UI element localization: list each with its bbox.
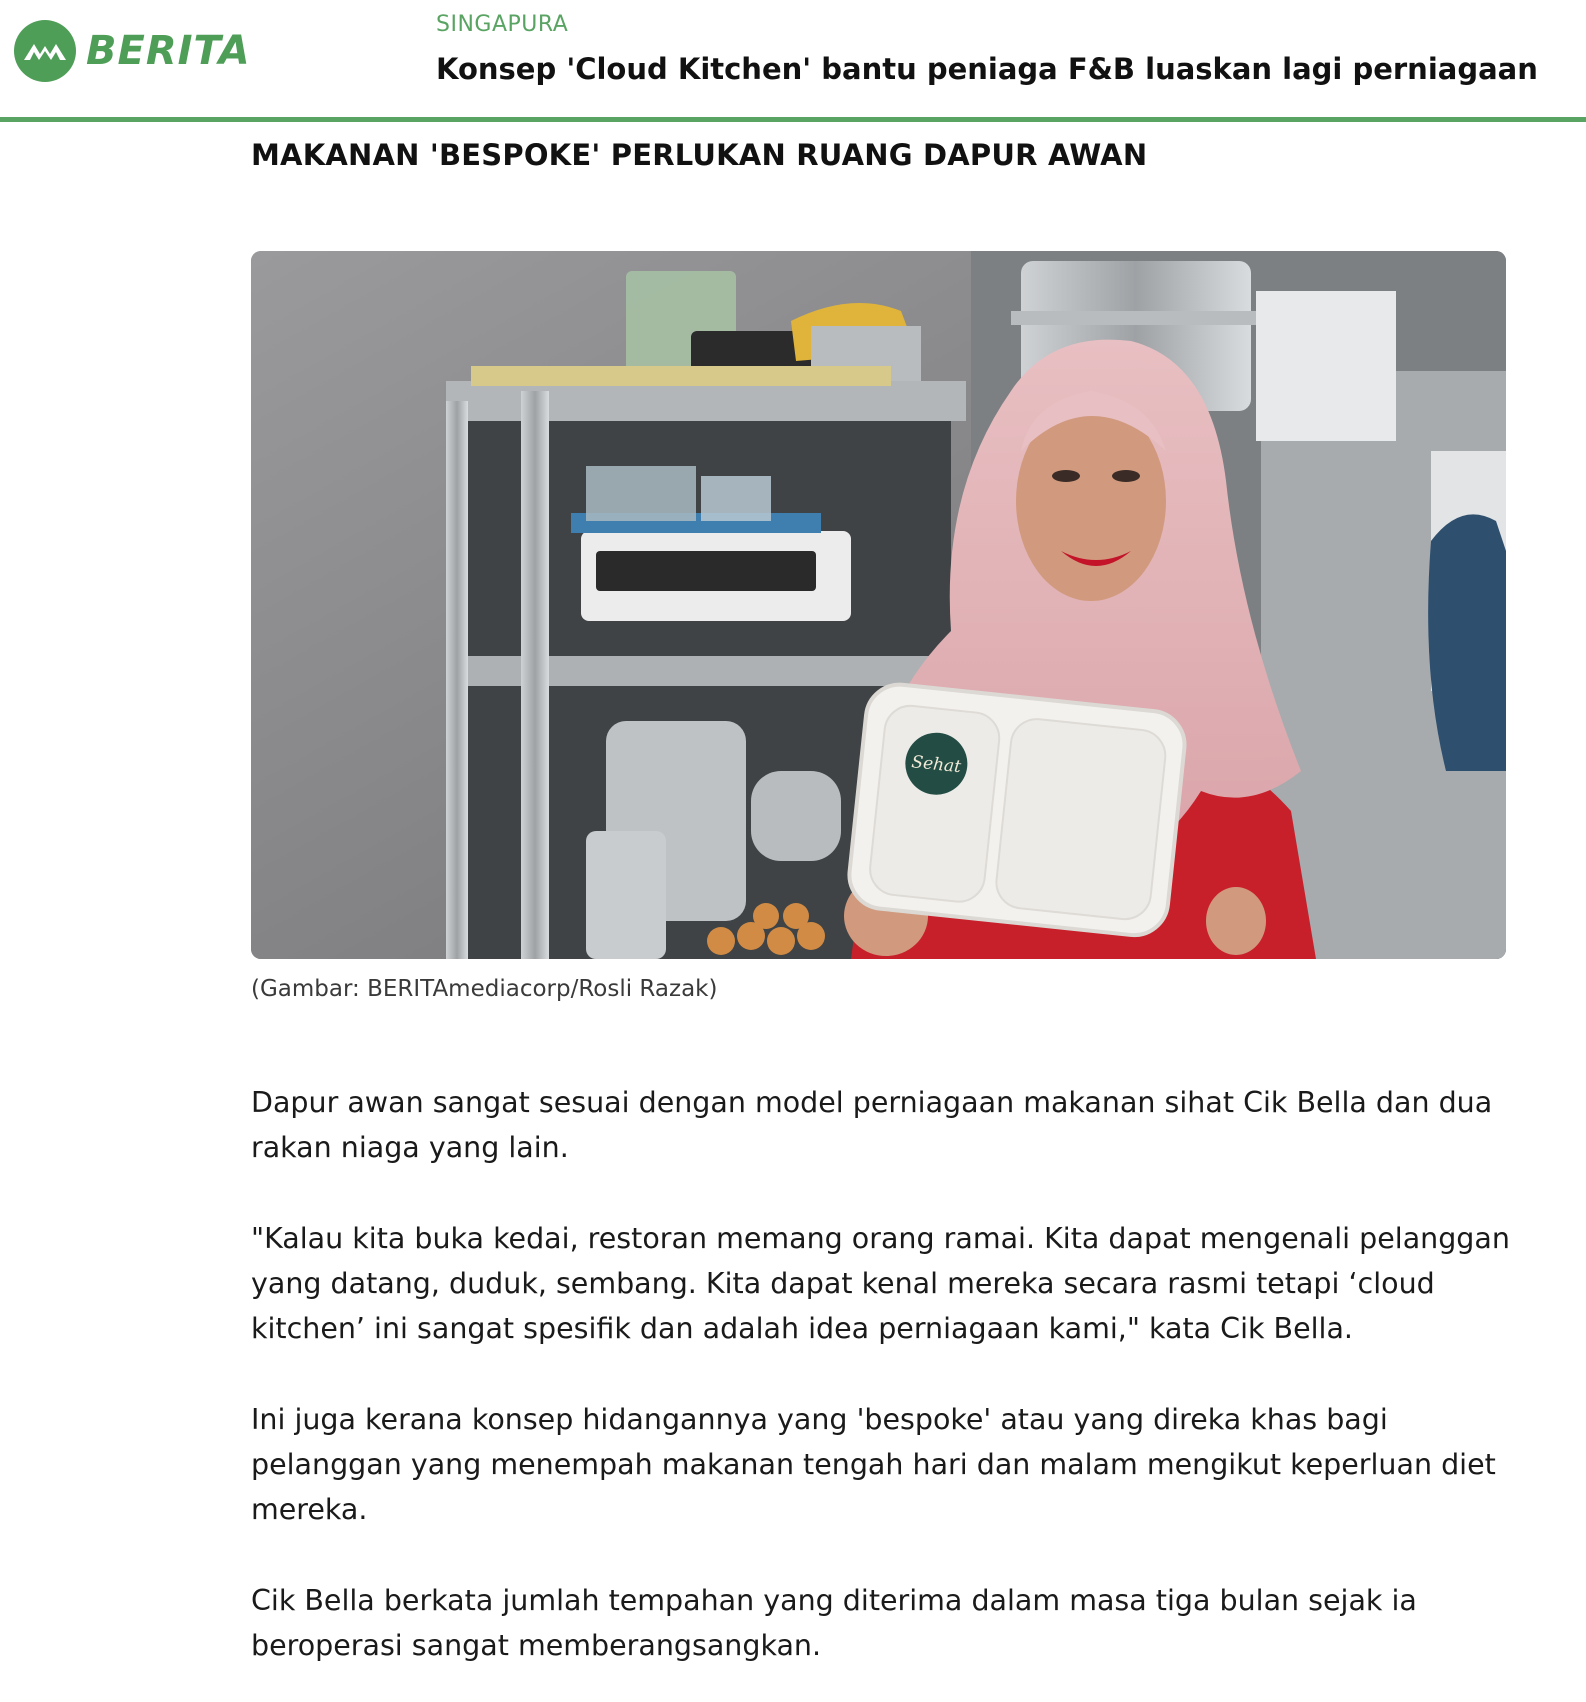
paragraph: Cik Bella berkata jumlah tempahan yang diterima dalam masa tiga bulan sejak ia beroperasi sangat memberangsangkan. <box>251 1584 1417 1662</box>
box-label: Sehat <box>910 752 962 778</box>
section-label[interactable]: SINGAPURA <box>436 12 569 37</box>
article-body <box>251 1080 1511 1702</box>
article-title: Konsep 'Cloud Kitchen' bantu peniaga F&B luaskan lagi perniagaan <box>436 52 1538 86</box>
logo-wordmark: BERITA <box>86 28 251 74</box>
article-subheading: MAKANAN 'BESPOKE' PERLUKAN RUANG DAPUR AWAN <box>251 138 1148 172</box>
paragraph: "Kalau kita buka kedai, restoran memang orang ramai. Kita dapat mengenali pelanggan yang datang, duduk, sembang. Kita dapat kenal mereka secara rasmi tetapi ‘cloud kitchen’ ini sangat spesifik dan adalah idea perniagaan kami," kata Cik Bella. <box>251 1222 1510 1345</box>
paragraph: Ini juga kerana konsep hidangannya yang 'bespoke' atau yang direka khas bagi pelanggan yang menempah makanan tengah hari dan malam mengikut keperluan diet mereka. <box>251 1403 1496 1526</box>
logo-mark-icon <box>14 20 76 82</box>
berita-logo[interactable] <box>14 18 251 84</box>
site-header <box>0 0 1586 122</box>
article-photo <box>251 251 1506 959</box>
photo-caption: (Gambar: BERITAmediacorp/Rosli Razak) <box>251 976 718 1002</box>
paragraph: Dapur awan sangat sesuai dengan model perniagaan makanan sihat Cik Bella dan dua rakan niaga yang lain. <box>251 1086 1493 1164</box>
